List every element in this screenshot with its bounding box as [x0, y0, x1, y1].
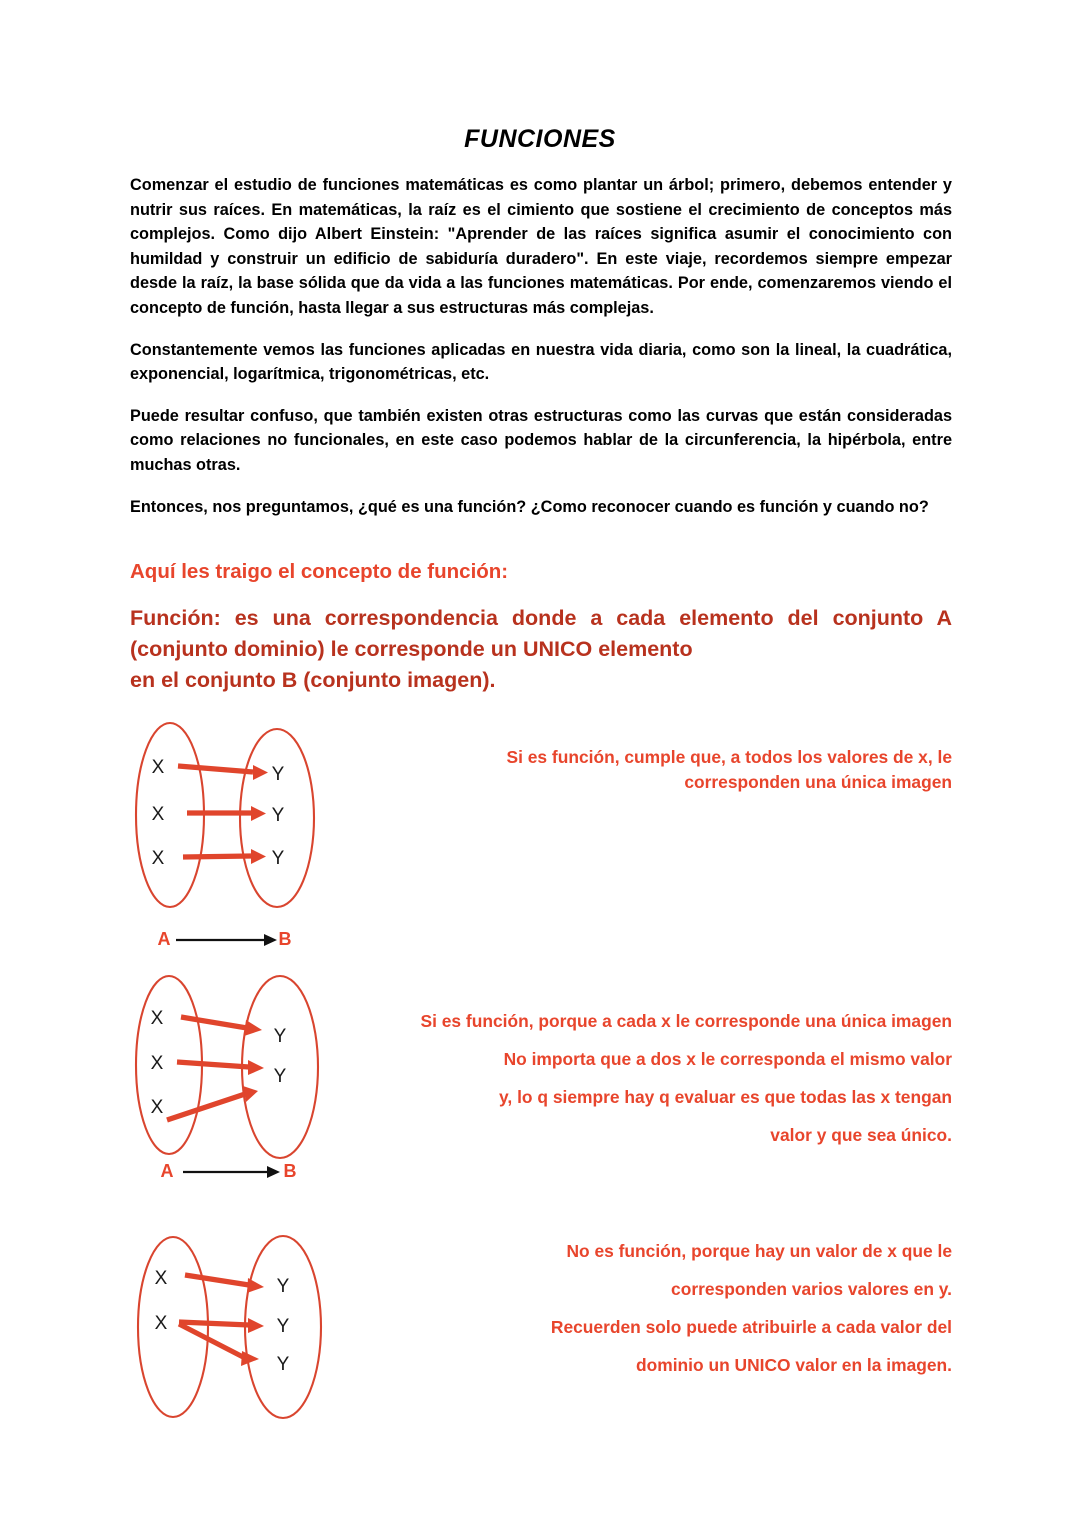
codomain-element-0: Y [271, 764, 285, 785]
mapping-diagram-2 [125, 972, 345, 1187]
caption-diagram-3 [440, 1232, 952, 1384]
definition-line-1: Función: es una correspondencia donde a cada elemento del [130, 606, 819, 630]
heading-concept-lead: Aquí les traigo el concepto de función: [130, 560, 509, 583]
domain-element-0: X [154, 1268, 168, 1289]
paragraph-question: Entonces, nos preguntamos, ¿qué es una función? ¿Como reconocer cuando es función y cuando no? [130, 497, 929, 516]
domain-set-label: A [157, 929, 171, 949]
caption-3-line-3: Recuerden solo puede atribuirle a cada valor del [550, 1317, 952, 1337]
domain-element-1: X [150, 1053, 164, 1074]
codomain-element-1: Y [271, 805, 285, 826]
codomain-set-label: B [278, 929, 292, 949]
codomain-element-0: Y [276, 1276, 290, 1297]
mapping-arrows [167, 1017, 264, 1120]
paragraph-daily-life: Constantemente vemos las funciones aplicadas en nuestra vida diaria, como son la lineal, la cuadrática, exponencial, logarítmica, trigonométricas, etc. [130, 340, 952, 384]
mapping-arrows [179, 1275, 264, 1366]
definition-line-3: en el conjunto B (conjunto imagen). [130, 668, 496, 692]
mapping-diagram-3 [125, 1232, 345, 1427]
heading-function-definition [130, 603, 952, 696]
domain-ellipse [138, 1237, 208, 1417]
caption-2-line-4: valor y que sea único. [770, 1125, 952, 1145]
caption-2-line-2: No importa que a dos x le corresponda el mismo valor [503, 1049, 952, 1069]
domain-set-label: A [160, 1161, 174, 1181]
caption-2-line-1: Si es función, porque a cada x le corresponde una única imagen [420, 1011, 952, 1031]
caption-3-line-1: No es función, porque hay un valor de x que le [566, 1241, 952, 1261]
paragraph-non-functional-relations: Puede resultar confuso, que también existen otras estructuras como las curvas que están consideradas como relaciones no funcionales, en este caso podemos hablar de la circunferencia, la hipérbola, entre muchas otras. [130, 406, 952, 474]
caption-2-line-3: y, lo q siempre hay q evaluar es que todas las x tengan [499, 1087, 952, 1107]
codomain-set-label: B [283, 1161, 297, 1181]
codomain-element-1: Y [273, 1066, 287, 1087]
caption-3-line-4: dominio un UNICO valor en la imagen. [636, 1355, 952, 1375]
domain-element-0: X [151, 757, 165, 778]
domain-element-2: X [150, 1097, 164, 1118]
caption-3-line-2: corresponden varios valores en y. [671, 1279, 952, 1299]
domain-element-1: X [154, 1313, 168, 1334]
caption-diagram-1 [420, 745, 952, 795]
paragraph-intro: Comenzar el estudio de funciones matemáticas es como plantar un árbol; primero, debemos entender y nutrir sus raíces. En matemáticas, la raíz es el cimiento que sostiene el crecimiento de conceptos más complejos. Como dijo Albert Einstein: "Aprender de las raíces significa asumir el conocimiento con humildad y construir un edificio de sabiduría duradero". En este viaje, recordemos siempre empezar desde la raíz, la base sólida que da vida a las funciones matemáticas. Por ende, comenzaremos viendo el concepto de función, hasta llegar a sus estructuras más complejas. [130, 176, 952, 317]
definition-line-2: conjunto A (conjunto dominio) le corresponde un UNICO elemento [130, 606, 952, 661]
body-text-block [130, 173, 952, 519]
domain-element-2: X [151, 848, 165, 869]
domain-element-1: X [151, 804, 165, 825]
page-title: FUNCIONES [464, 125, 616, 153]
codomain-element-2: Y [271, 848, 285, 869]
mapping-diagram-1 [125, 718, 345, 963]
codomain-element-1: Y [276, 1316, 290, 1337]
codomain-element-0: Y [273, 1026, 287, 1047]
domain-element-0: X [150, 1008, 164, 1029]
codomain-element-2: Y [276, 1354, 290, 1375]
mapping-arrows [178, 765, 268, 864]
caption-1-line-2: corresponden una única imagen [684, 772, 952, 792]
caption-1-line-1: Si es función, cumple que, a todos los valores de x, le [506, 747, 952, 767]
caption-diagram-2 [330, 1002, 952, 1154]
